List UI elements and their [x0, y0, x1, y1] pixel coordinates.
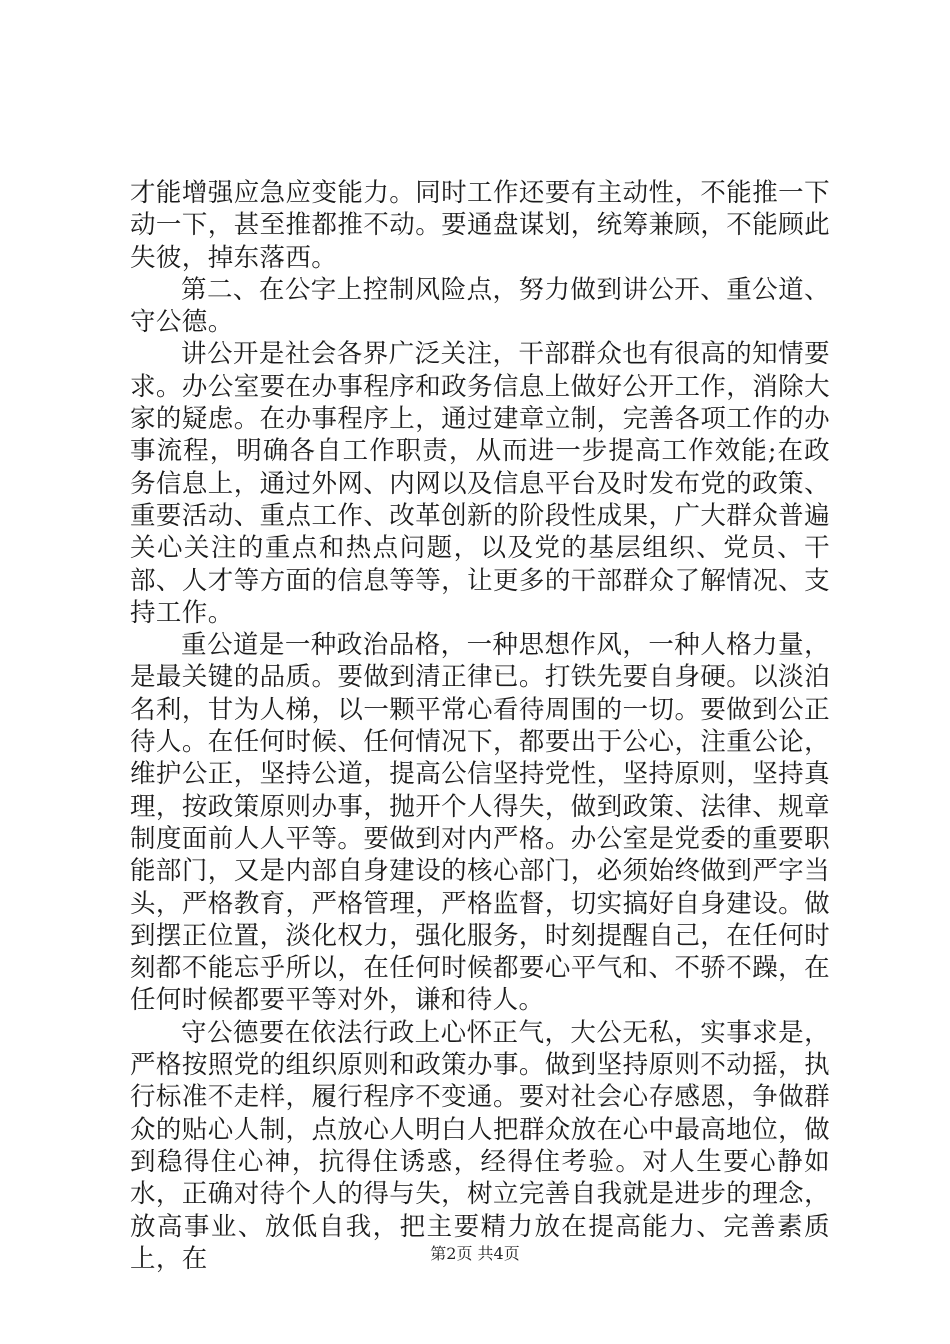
paragraph-5: 守公德要在依法行政上心怀正气，大公无私，实事求是，严格按照党的组织原则和政策办事。做到坚持原则不动摇，执行标准不走样，履行程序不变通。要对社会心存感恩，争做群众的贴心人制，点放心人明白人把群众放在心中最高地位，做到稳得住心神，抗得住诱惑，经得住考验。对人生要心静如水，正确对待个人的得与失，树立完善自我就是进步的理念，放高事业、放低自我，把主要精力放在提高能力、完善素质上，在 [130, 1017, 830, 1274]
paragraph-1: 才能增强应急应变能力。同时工作还要有主动性，不能推一下动一下，甚至推都推不动。要通盘谋划，统筹兼顾，不能顾此失彼，掉东落西。 [130, 178, 830, 273]
paragraph-4: 重公道是一种政治品格，一种思想作风，一种人格力量，是最关键的品质。要做到清正律已。打铁先要自身硬。以淡泊名利，甘为人梯，以一颗平常心看待周围的一切。要做到公正待人。在任何时候、任何情况下，都要出于公心，注重公论，维护公正，坚持公道，提高公信坚持党性，坚持原则，坚持真理，按政策原则办事，抛开个人得失，做到政策、法律、规章制度面前人人平等。要做到对内严格。办公室是党委的重要职能部门，又是内部自身建设的核心部门，必须始终做到严字当头，严格教育，严格管理，严格监督，切实搞好自身建设。做到摆正位置，淡化权力，强化服务，时刻提醒自己，在任何时刻都不能忘乎所以，在任何时候都要心平气和、不骄不躁，在任何时候都要平等对外，谦和待人。 [130, 630, 830, 1016]
paragraph-3: 讲公开是社会各界广泛关注，干部群众也有很高的知情要求。办公室要在办事程序和政务信息上做好公开工作，消除大家的疑虑。在办事程序上，通过建章立制，完善各项工作的办事流程，明确各自工作职责，从而进一步提高工作效能;在政务信息上，通过外网、内网以及信息平台及时发布党的政策、重要活动、重点工作、改革创新的阶段性成果，广大群众普遍关心关注的重点和热点问题，以及党的基层组织、党员、干部、人才等方面的信息等等，让更多的干部群众了解情况、支持工作。 [130, 339, 830, 628]
document-body [130, 177, 830, 1275]
paragraph-2: 第二、在公字上控制风险点，努力做到讲公开、重公道、守公德。 [130, 274, 830, 338]
page-number-footer: 第2页 共4页 [430, 1244, 520, 1263]
